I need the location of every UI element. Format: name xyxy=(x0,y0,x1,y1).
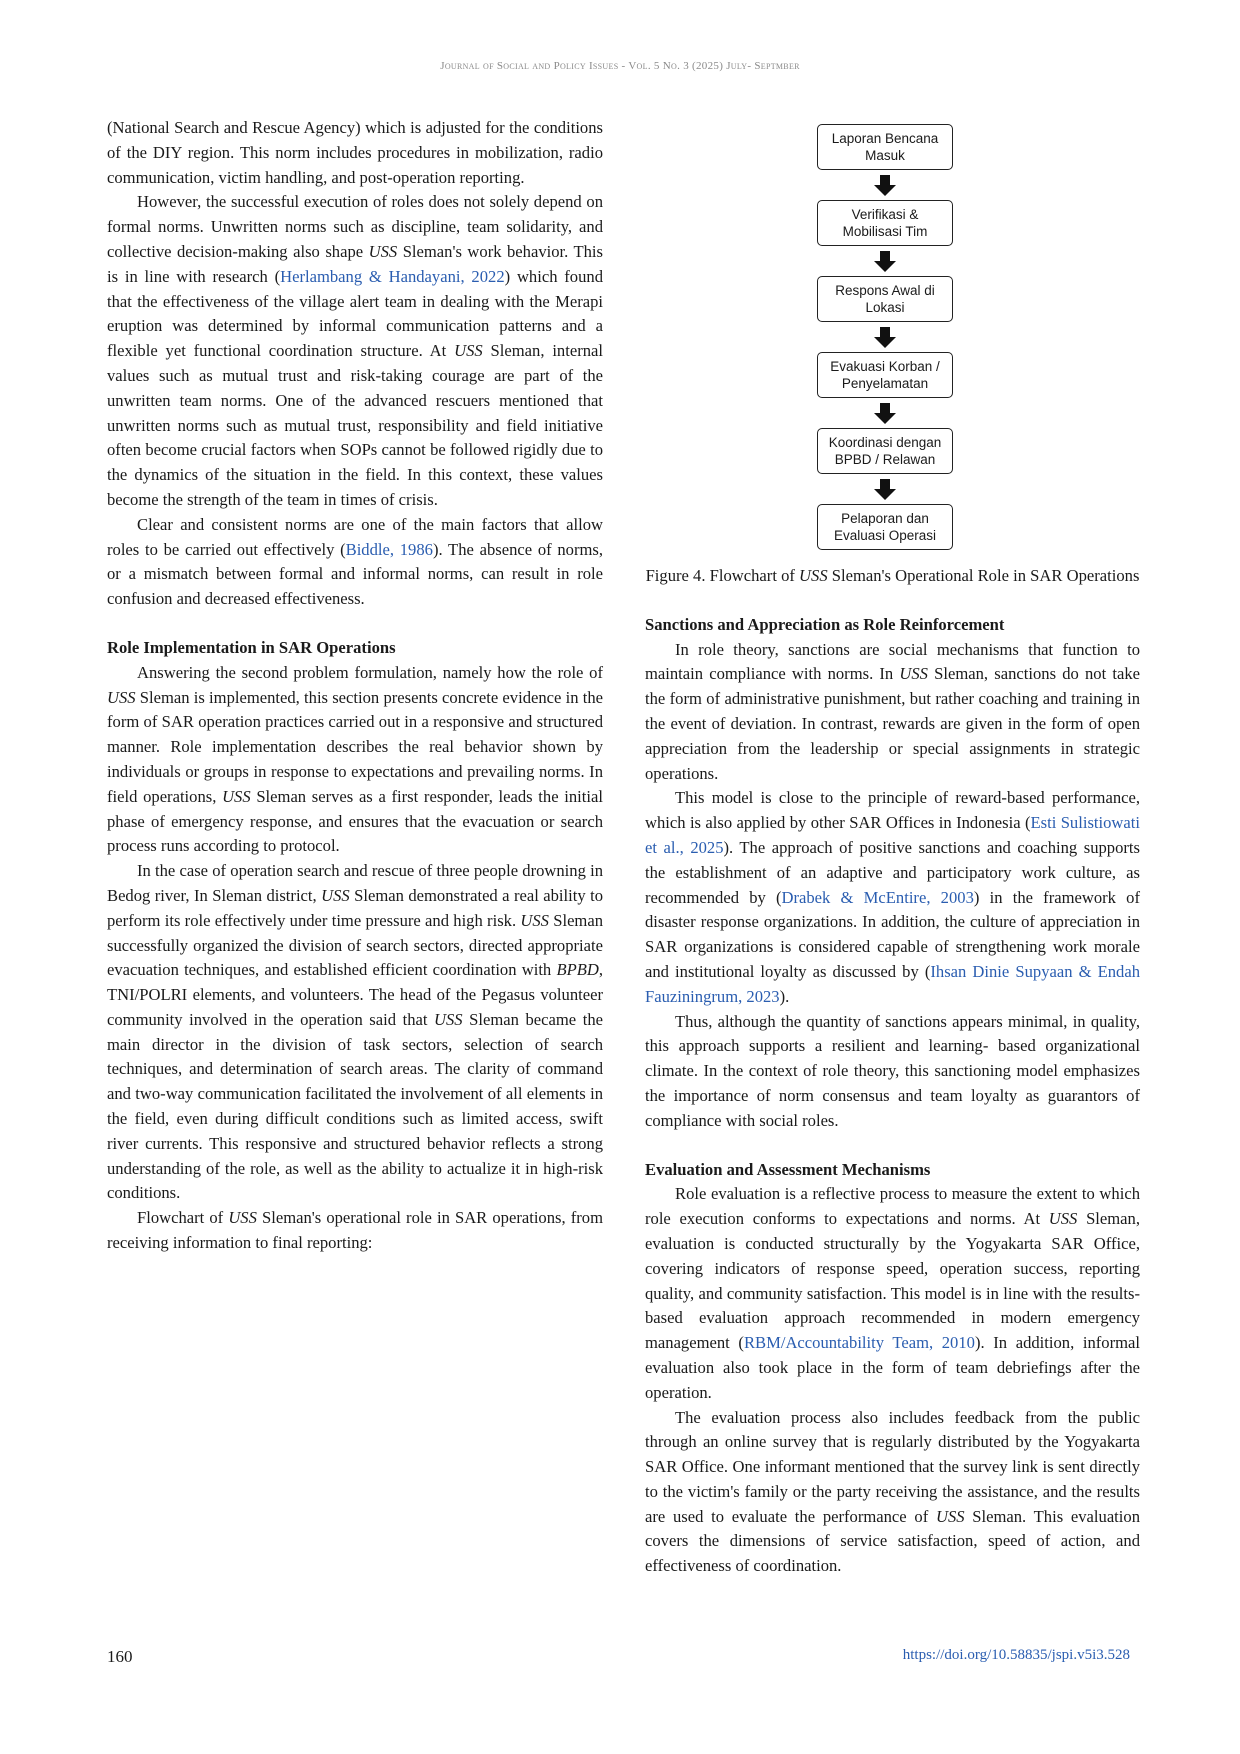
down-arrow-icon xyxy=(873,479,897,501)
page-number: 160 xyxy=(107,1647,133,1666)
citation-link[interactable]: Ihsan Dinie Supyaan & Endah Fauziningrum, 2023 xyxy=(645,961,1140,1006)
flowchart-step: Verifikasi & Mobilisasi Tim xyxy=(817,200,953,246)
flowchart xyxy=(645,124,1140,564)
flowchart-step: Laporan Bencana Masuk xyxy=(817,124,953,170)
figure-caption: Figure 4. Flowchart of USS Sleman's Operational Role in SAR Operations xyxy=(645,566,1140,585)
doi-link[interactable]: https://doi.org/10.58835/jspi.v5i3.528 xyxy=(902,1647,1130,1663)
section-heading: Sanctions and Appreciation as Role Reinforcement xyxy=(645,614,1005,634)
citation-link[interactable]: Esti Sulistiowati et al., 2025 xyxy=(645,813,1140,857)
citation-link[interactable]: RBM/Accountability Team, 2010 xyxy=(743,1333,975,1353)
section-heading: Role Implementation in SAR Operations xyxy=(107,637,396,657)
paragraph: In the case of operation search and rescue of three people drowning in Bedog river, In Sleman district, USS Sleman demonstrated a real ability to perform its role effectively under time pressure and high risk. USS Sleman successfully organized the division of search sectors, directed appropriate evacuation techniques, and established efficient coordination with BPBD, TNI/POLRI elements, and volunteers. The head of the Pegasus volunteer community involved in the operation said that USS Sleman became the main director in the division of task sectors, selection of search techniques, and determination of search areas. The clarity of command and two-way communication facilitated the involvement of all elements in the field, even during difficult conditions such as limited access, swift river currents. This responsive and structured behavior reflects a strong understanding of the role, as well as the ability to actualize it in high-risk conditions. xyxy=(107,861,604,1203)
down-arrow-icon xyxy=(873,175,897,197)
paragraph: Thus, although the quantity of sanctions appears minimal, in quality, this approach supports a resilient and learning- based organizational climate. In the context of role theory, this sanctioning model emphasizes the importance of norm consensus and team loyalty as guarantors of compliance with social roles. xyxy=(645,1011,1140,1130)
down-arrow-icon xyxy=(873,251,897,273)
paragraph: (National Search and Rescue Agency) which is adjusted for the conditions of the DIY region. This norm includes procedures in mobilization, radio communication, victim handling, and post-operation reporting. xyxy=(107,118,603,187)
flowchart-step: Respons Awal di Lokasi xyxy=(817,276,953,322)
left-column xyxy=(107,116,603,1256)
citation-link[interactable]: Drabek & McEntire, 2003 xyxy=(781,887,974,907)
section-heading: Evaluation and Assessment Mechanisms xyxy=(645,1159,931,1179)
running-head: Journal of Social and Policy Issues - Vol. 5 No. 3 (2025) July- Septmber xyxy=(440,60,800,72)
flowchart-step: Evakuasi Korban / Penyelamatan xyxy=(817,352,953,398)
paragraph: However, the successful execution of roles does not solely depend on formal norms. Unwritten norms such as discipline, team solidarity, and collective decision-making also shape USS Sleman's work behavior. This is in line with research (Herlambang & Handayani, 2022) which found that the effectiveness of the village alert team in dealing with the Merapi eruption was determined by informal communication patterns and a flexible yet functional coordination structure. At USS Sleman, internal values such as mutual trust and risk-taking courage are part of the unwritten team norms. One of the advanced rescuers mentioned that unwritten norms such as mutual trust, responsibility and field initiative often become crucial factors when SOPs cannot be followed rigidly due to the dynamics of the situation in the field. In this context, these values become the strength of the team in times of crisis. xyxy=(107,192,603,509)
paragraph: The evaluation process also includes feedback from the public through an online survey that is regularly distributed by the Yogyakarta SAR Office. One informant mentioned that the survey link is sent directly to the victim's family or the party receiving the assistance, and the results are used to evaluate the performance of USS Sleman. This evaluation covers the dimensions of service satisfaction, speed of action, and effectiveness of coordination. xyxy=(645,1407,1141,1576)
down-arrow-icon xyxy=(873,403,897,425)
paragraph: Answering the second problem formulation, namely how the role of USS Sleman is implemented, this section presents concrete evidence in the form of SAR operation practices carried out in a responsive and structured manner. Role implementation describes the real behavior shown by individuals or groups in response to expectations and prevailing norms. In field operations, USS Sleman serves as a first responder, leads the initial phase of emergency response, and ensures that the evacuation or search process runs according to protocol. xyxy=(107,662,603,856)
right-column xyxy=(645,116,1140,1579)
paragraph: In role theory, sanctions are social mechanisms that function to maintain compliance with norms. In USS Sleman, sanctions do not take the form of administrative punishment, but rather coaching and training in the event of deviation. In contrast, rewards are given in the form of open appreciation from the leadership or special assignments in strategic operations. xyxy=(645,639,1140,783)
paragraph: Flowchart of USS Sleman's operational role in SAR operations, from receiving information to final reporting: xyxy=(107,1208,603,1253)
flowchart-step: Pelaporan dan Evaluasi Operasi xyxy=(817,504,953,550)
citation-link[interactable]: Herlambang & Handayani, 2022 xyxy=(280,266,505,286)
citation-link[interactable]: Biddle, 1986 xyxy=(345,539,433,559)
flowchart-step: Koordinasi dengan BPBD / Relawan xyxy=(817,428,953,474)
paragraph: Role evaluation is a reflective process to measure the extent to which role execution conforms to expectations and norms. At USS Sleman, evaluation is conducted structurally by the Yogyakarta SAR Office, covering indicators of response speed, operation success, reporting quality, and community satisfaction. This model is in line with the results-based evaluation approach recommended in modern emergency management (RBM/Accountability Team, 2010). In addition, informal evaluation also took place in the form of team debriefings after the operation. xyxy=(645,1184,1140,1402)
paragraph: This model is close to the principle of reward-based performance, which is also applied by other SAR Offices in Indonesia (Esti Sulistiowati et al., 2025). The approach of positive sanctions and coaching supports the establishment of an adaptive and participatory work culture, as recommended by (Drabek & McEntire, 2003) in the framework of disaster response organizations. In addition, the culture of appreciation in SAR organizations is considered capable of strengthening work morale and institutional loyalty as discussed by (Ihsan Dinie Supyaan & Endah Fauziningrum, 2023). xyxy=(645,788,1141,1006)
paragraph: Clear and consistent norms are one of the main factors that allow roles to be carried out effectively (Biddle, 1986). The absence of norms, or a mismatch between formal and informal norms, can result in role confusion and decreased effectiveness. xyxy=(107,514,604,609)
down-arrow-icon xyxy=(873,327,897,349)
